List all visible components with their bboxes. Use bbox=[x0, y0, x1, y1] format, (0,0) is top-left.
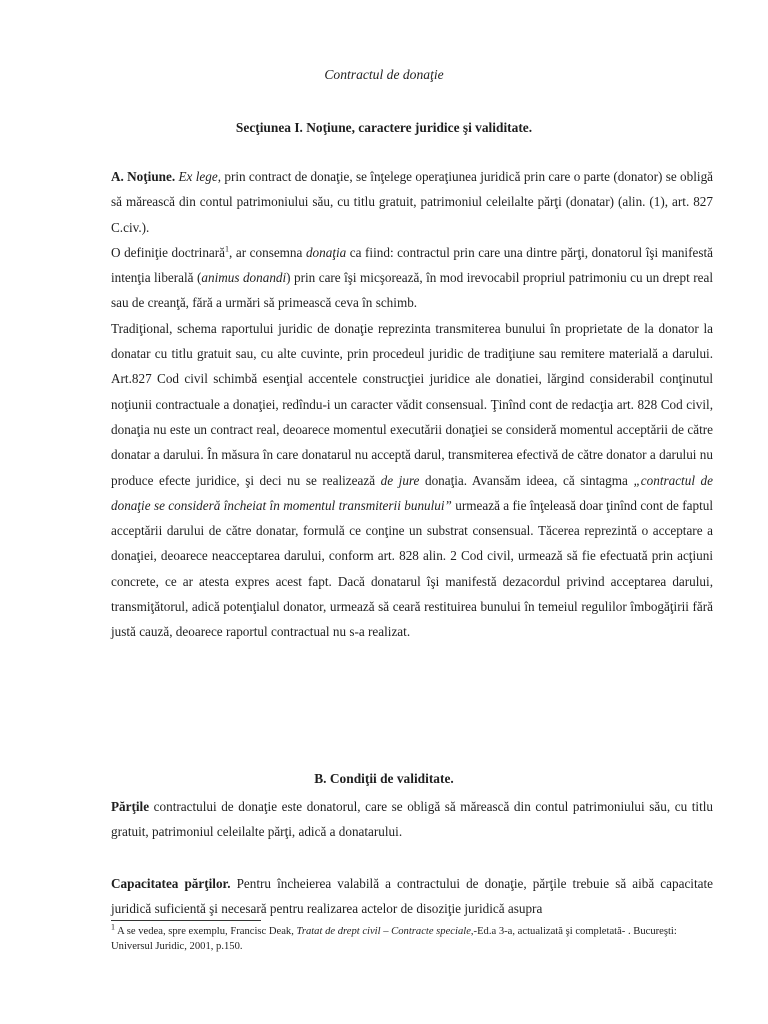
footnote bbox=[111, 924, 713, 954]
ex-lege-term: Ex lege bbox=[178, 169, 218, 184]
paragraph-text: ca fiind: contractul prin care una dintre părţi, donatorul îşi manifestă intenţia liberală ( bbox=[111, 244, 713, 286]
paragraph-notiune bbox=[111, 164, 713, 240]
footnote-text: A se vedea, spre exemplu, Francisc Deak, bbox=[115, 926, 297, 937]
paragraph-partile bbox=[111, 794, 713, 845]
section-a-body bbox=[111, 164, 713, 645]
section-b-partile bbox=[111, 794, 713, 845]
italic-term: de jure bbox=[380, 472, 420, 488]
section-title: Secţiunea I. Noţiune, caractere juridice şi validitate. bbox=[235, 120, 533, 135]
paragraph-capacitate bbox=[111, 871, 713, 922]
paragraph-text: Tradiţional, schema raportului juridic de donaţie reprezinta transmiterea bunului în proprietate de la donator la donatar cu titlu gratuit sau, cu alte cuvinte, prin procedeul juridic de tradiţiune sau remitere materială a darului. Art.827 Cod civil schimbă esenţial accentele construcţiei juridice ale donatiei, lărgind considerabil conţinutul noţiunii contractuale a donaţiei, redîndu-i un caracter vădit consensual. Ţinînd cont de redacţia art. 828 Cod civil, donaţia nu este un contract real, deoarece momentul executării donaţiei se consideră momentul acceptării de către donatar a darului. În măsura în care donatarul nu acceptă darul, transmiterea efectivă de către donator a darului nu produce efecte juridice, şi deci nu se realizează bbox=[111, 320, 713, 488]
paragraph-text: , prin contract de donaţie, se înţelege operaţiunea juridică prin care o parte (donator) se obligă să mărească din contul patrimoniului său, cu titlu gratuit, patrimoniul celeilalte părţi (donatar) (alin. (1), art. 827 C.civ.). bbox=[111, 169, 714, 235]
italic-term: animus donandi bbox=[201, 270, 287, 286]
footnote-number: 1 bbox=[111, 922, 115, 932]
paragraph-text: donaţia. Avansăm ideea, că sintagma bbox=[419, 472, 634, 488]
paragraph-text: O definiţie doctrinară bbox=[111, 244, 226, 260]
paragraph-definitie bbox=[111, 240, 713, 316]
footnote-text: ,-Ed.a 3-a, actualizată şi completată- . Bucureşti: Universul Juridic, 2001, p.150. bbox=[111, 926, 677, 952]
paragraph-text: Pentru încheierea valabilă a contractului de donaţie, părţile trebuie să aibă capacitate juridică suficientă şi necesară pentru realizarea actelor de disoziţie juridică asupra bbox=[111, 876, 713, 917]
footnote-book-title: Tratat de drept civil – Contracte speciale bbox=[296, 926, 471, 937]
section-b-capacitate bbox=[111, 871, 713, 922]
bold-term: Părţile bbox=[111, 799, 150, 814]
heading-b: B. Condiţii de validitate. bbox=[314, 771, 454, 786]
paragraph-text: urmează a fie înţeleasă doar ţinînd cont de faptul acceptării darului de către donatar, formulă ce conţine un substrat consensual. Tăcerea reprezintă o acceptare a donaţiei, deoarece neacceptarea darului, conform art. 828 alin. 2 Cod civil, urmează să fie efectuată prin acţiuni concrete, ce ar atesta expres acest fapt. Dacă donatarul îşi manifestă dezacordul privind acceptarea darului, transmiţătorul, adică potenţialul donator, urmează să ceară restituirea bunului în temeiul regulilor îmbogăţirii fără justă cauză, deoarece raportul contractual nu s-a realizat. bbox=[111, 497, 713, 640]
paragraph-text: contractului de donaţie este donatorul, care se obligă să mărească din contul patrimoniului său, cu titlu gratuit, patrimoniul celeilalte părţi, adică a donatarului. bbox=[111, 799, 713, 840]
italic-quote: „contractul de donaţie se consideră încheiat în momentul transmiterii bunului” bbox=[111, 472, 713, 513]
paragraph-text: ) prin care îşi micşorează, în mod irevocabil propriul patrimoniu cu un drept real sau de creanţă, fără a urmări să primească ceva în schimb. bbox=[111, 270, 713, 311]
paragraph-text: , ar consemna bbox=[229, 244, 306, 260]
heading-a: A. Noţiune. bbox=[111, 169, 176, 184]
footnote-reference[interactable]: 1 bbox=[225, 244, 230, 254]
document-title: Contractul de donaţie bbox=[324, 67, 444, 82]
bold-term: Capacitatea părţilor. bbox=[111, 876, 231, 891]
footnote-divider bbox=[111, 920, 261, 921]
italic-term: donaţia bbox=[305, 244, 347, 260]
paragraph-traditional bbox=[111, 316, 713, 645]
